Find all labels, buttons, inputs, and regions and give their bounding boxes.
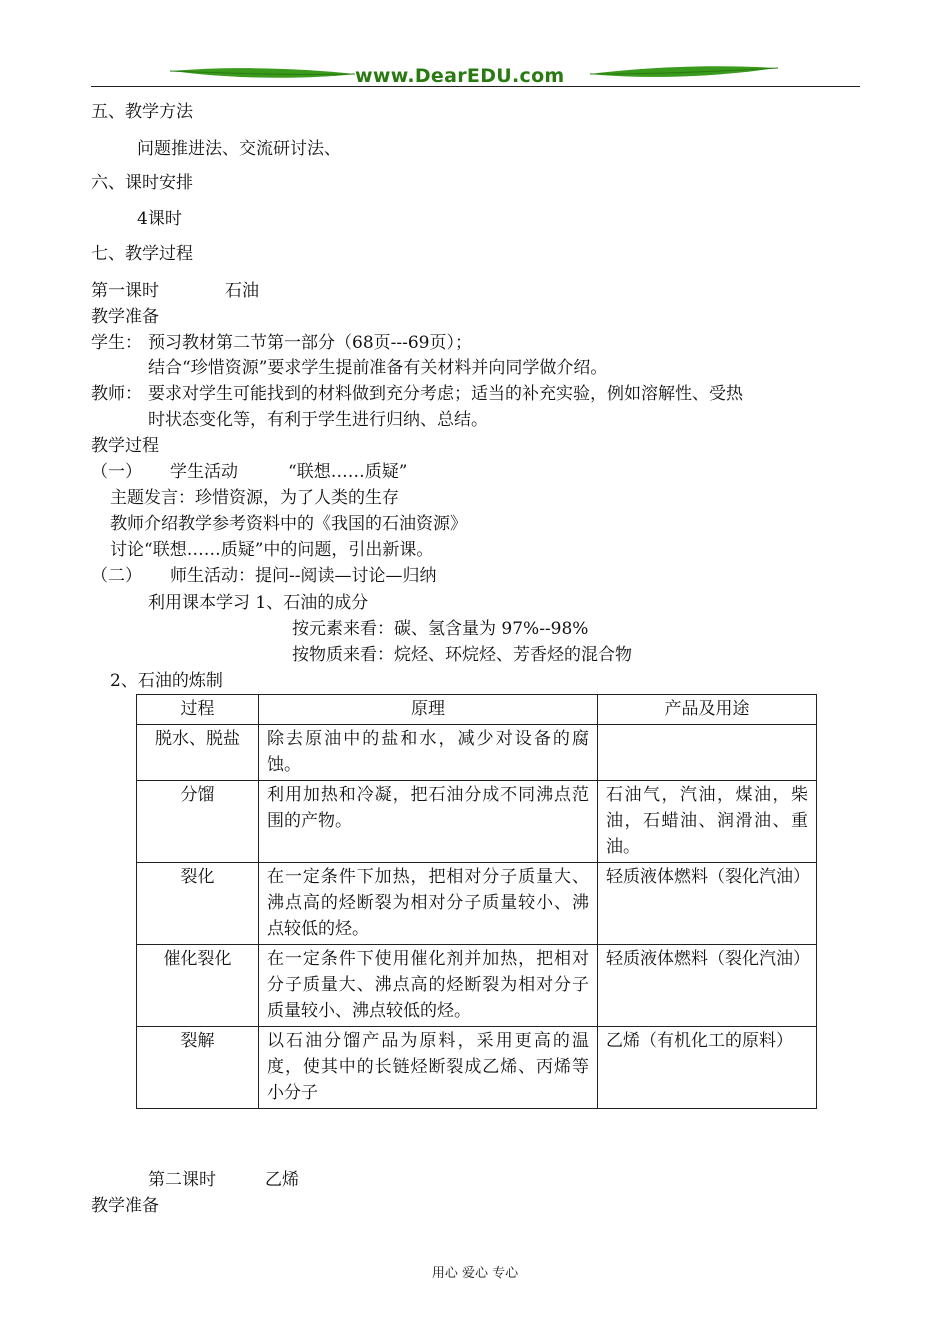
- part2-title: 师生活动：提问--阅读—讨论—归纳: [170, 566, 437, 586]
- lesson1-topic: 石油: [225, 281, 259, 301]
- lesson1-student-line2: 结合“珍惜资源”要求学生提前准备有关材料并向同学做介绍。: [148, 358, 608, 378]
- lesson1-student-line1: 预习教材第二节第一部分（68页---69页）；: [148, 333, 472, 353]
- table-row: [137, 945, 817, 1027]
- header-logo-text: www.DearEDU.com: [355, 65, 565, 87]
- table-header-row: [137, 695, 817, 725]
- part1-title: 学生活动: [170, 462, 238, 482]
- section-teaching-method-body: 问题推进法、交流研讨法、: [137, 139, 341, 159]
- table-cell-products: 乙烯（有机化工的原料）: [598, 1027, 817, 1109]
- table-cell-products: 轻质液体燃料（裂化汽油）: [598, 863, 817, 945]
- lesson1-label: 第一课时: [91, 281, 159, 301]
- table-cell-process: 分馏: [137, 781, 259, 863]
- table-header-principle: 原理: [259, 695, 598, 725]
- page-footer: 用心 爱心 专心: [431, 1266, 519, 1281]
- header-rule: [91, 86, 860, 87]
- section-process-title: 七、教学过程: [91, 244, 193, 264]
- table-cell-principle: 以石油分馏产品为原料，采用更高的温度，使其中的长链烃断裂成乙烯、丙烯等小分子: [259, 1027, 598, 1109]
- table-header-process: 过程: [137, 695, 259, 725]
- lesson1-process-title: 教学过程: [91, 436, 159, 456]
- table-cell-process: 裂化: [137, 863, 259, 945]
- part2-line-3: 按物质来看：烷烃、环烷烃、芳香烃的混合物: [292, 645, 632, 665]
- table-cell-principle: 在一定条件下使用催化剂并加热，把相对分子质量大、沸点高的烃断裂为相对分子质量较小、沸点较低的烃。: [259, 945, 598, 1027]
- table-cell-principle: 利用加热和冷凝，把石油分成不同沸点范围的产物。: [259, 781, 598, 863]
- lesson1-student-label: 学生：: [91, 333, 142, 353]
- part1-quote: “联想……质疑”: [288, 462, 408, 482]
- lesson1-teacher-line2: 时状态变化等，有利于学生进行归纳、总结。: [148, 410, 488, 430]
- section-schedule-body: 4课时: [137, 209, 182, 229]
- table-cell-process: 脱水、脱盐: [137, 725, 259, 781]
- part1-item-3: 讨论“联想……质疑”中的问题，引出新课。: [110, 540, 434, 560]
- refining-table: [136, 694, 817, 1109]
- table-cell-products: [598, 725, 817, 781]
- part1-item-1: 主题发言：珍惜资源，为了人类的生存: [110, 488, 399, 508]
- refining-title: 2、石油的炼制: [110, 671, 223, 691]
- part2-number: （二）: [91, 566, 142, 586]
- table-row: [137, 863, 817, 945]
- part1-item-2: 教师介绍教学参考资料中的《我国的石油资源》: [110, 514, 467, 534]
- table-cell-principle: 除去原油中的盐和水，减少对设备的腐蚀。: [259, 725, 598, 781]
- table-row: [137, 1027, 817, 1109]
- table-cell-products: 石油气，汽油，煤油，柴油，石蜡油、润滑油、重油。: [598, 781, 817, 863]
- table-cell-principle: 在一定条件下加热，把相对分子质量大、沸点高的烃断裂为相对分子质量较小、沸点较低的烃。: [259, 863, 598, 945]
- part2-line-2: 按元素来看：碳、氢含量为 97%--98%: [292, 619, 589, 639]
- part1-number: （一）: [91, 462, 142, 482]
- table-row: [137, 725, 817, 781]
- part2-line-1: 利用课本学习 1、石油的成分: [148, 593, 369, 613]
- lesson1-prep-title: 教学准备: [91, 307, 159, 327]
- lesson2-topic: 乙烯: [265, 1170, 299, 1190]
- section-schedule-title: 六、课时安排: [91, 173, 193, 193]
- table-row: [137, 781, 817, 863]
- table-cell-process: 裂解: [137, 1027, 259, 1109]
- table-cell-products: 轻质液体燃料（裂化汽油）: [598, 945, 817, 1027]
- lesson2-label: 第二课时: [148, 1170, 216, 1190]
- section-teaching-method-title: 五、教学方法: [91, 102, 193, 122]
- lesson2-prep-title: 教学准备: [91, 1196, 159, 1216]
- lesson1-teacher-label: 教师：: [91, 384, 142, 404]
- lesson1-teacher-line1: 要求对学生可能找到的材料做到充分考虑；适当的补充实验，例如溶解性、受热: [148, 384, 743, 404]
- table-cell-process: 催化裂化: [137, 945, 259, 1027]
- table-header-products: 产品及用途: [598, 695, 817, 725]
